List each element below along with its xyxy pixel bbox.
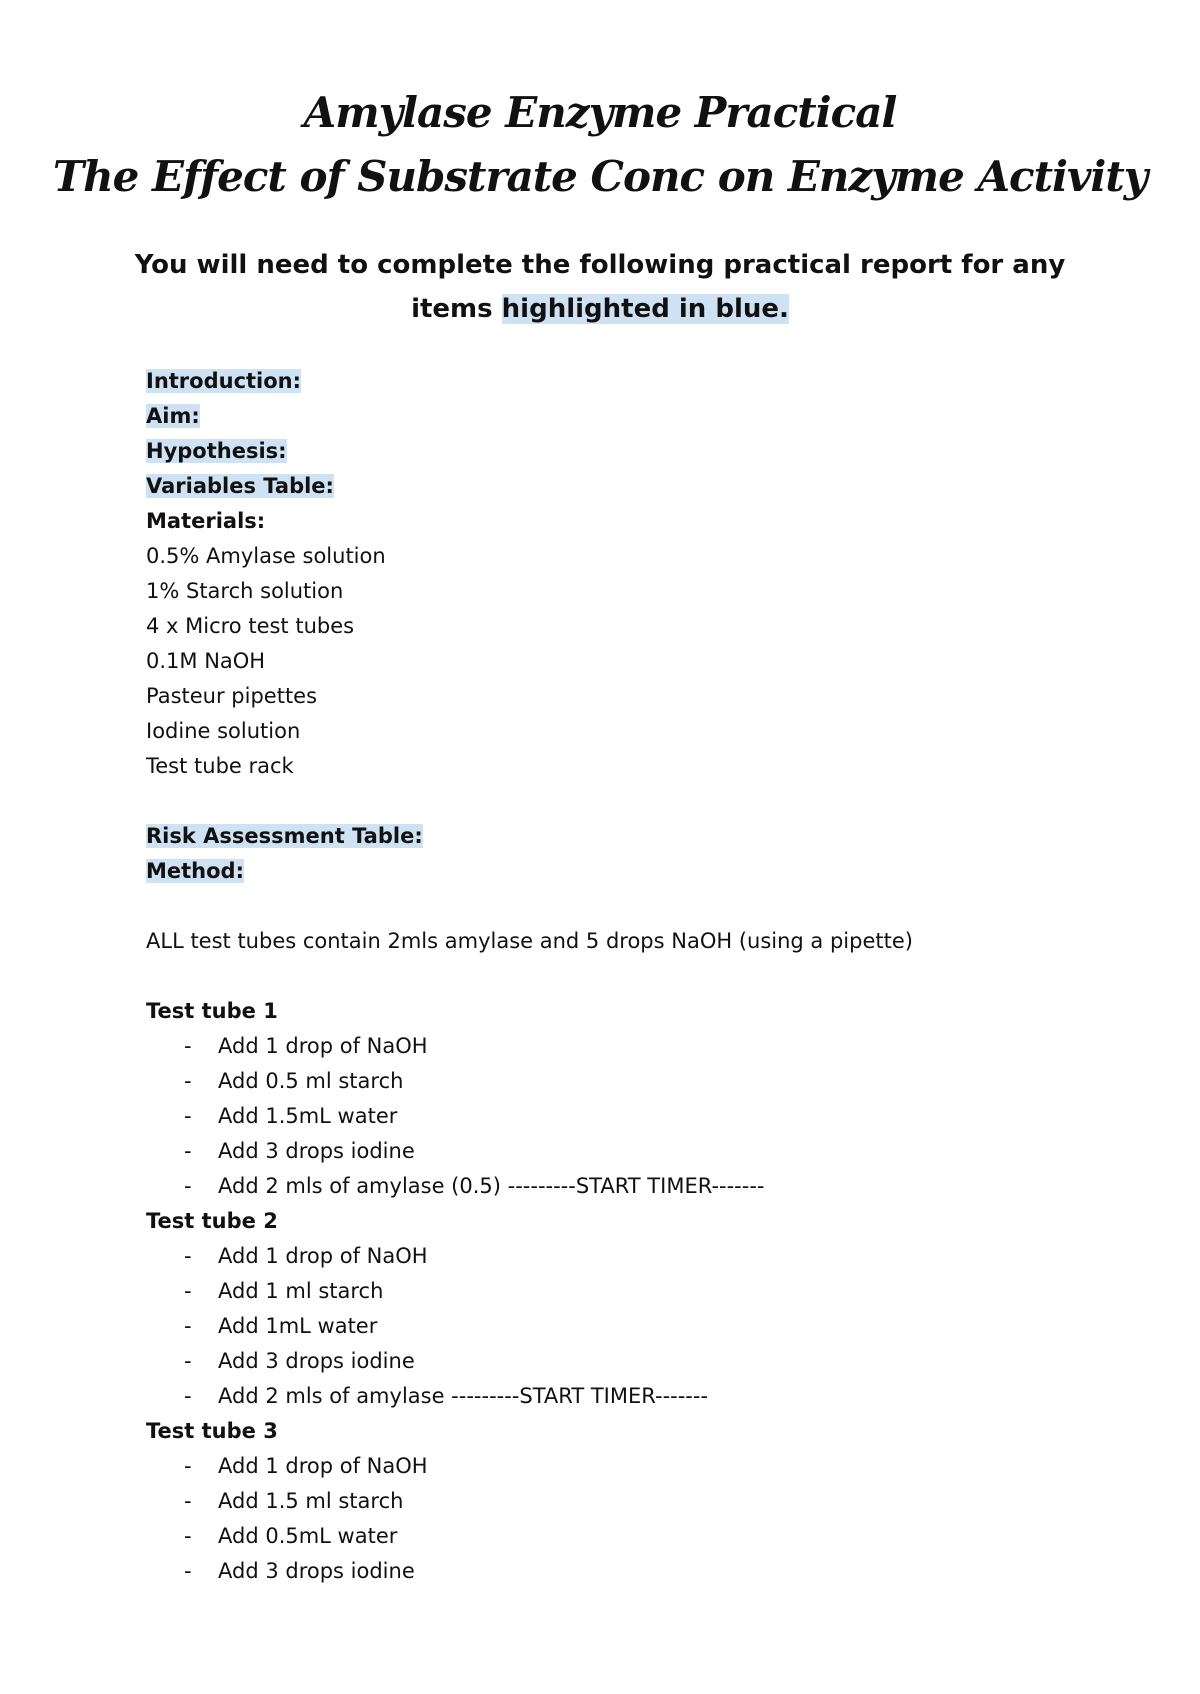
material-item: 1% Starch solution: [146, 579, 344, 603]
test-tube-2-heading: Test tube 2: [146, 1209, 278, 1233]
bullet-dash: -: [184, 1524, 192, 1548]
test-tube-3-step: Add 3 drops iodine: [218, 1559, 415, 1583]
test-tube-3-step: Add 0.5mL water: [218, 1524, 398, 1548]
section-materials: Materials:: [146, 509, 266, 533]
bullet-dash: -: [184, 1559, 192, 1583]
material-item: Iodine solution: [146, 719, 301, 743]
section-method: [146, 856, 244, 886]
instructions-text: items: [411, 294, 502, 324]
material-item: Test tube rack: [146, 754, 294, 778]
test-tube-2-step: Add 2 mls of amylase ---------START TIMER-------: [218, 1384, 709, 1408]
bullet-dash: -: [184, 1489, 192, 1513]
bullet-dash: -: [184, 1069, 192, 1093]
material-item: 4 x Micro test tubes: [146, 614, 355, 638]
section-aim-label: Aim:: [146, 404, 200, 428]
document-title: Amylase Enzyme Practical: [303, 88, 897, 137]
section-risk-assessment: [146, 821, 423, 851]
bullet-dash: -: [184, 1034, 192, 1058]
bullet-dash: -: [184, 1279, 192, 1303]
bullet-dash: -: [184, 1174, 192, 1198]
section-variables-table-label: Variables Table:: [146, 474, 334, 498]
material-item: 0.1M NaOH: [146, 649, 266, 673]
bullet-dash: -: [184, 1314, 192, 1338]
bullet-dash: -: [184, 1139, 192, 1163]
bullet-dash: -: [184, 1104, 192, 1128]
test-tube-2-step: Add 3 drops iodine: [218, 1349, 415, 1373]
test-tube-1-heading: Test tube 1: [146, 999, 278, 1023]
bullet-dash: -: [184, 1384, 192, 1408]
section-introduction-label: Introduction:: [146, 369, 302, 393]
bullet-dash: -: [184, 1244, 192, 1268]
instructions-line-2: [0, 294, 1200, 324]
section-variables-table: [146, 471, 334, 501]
test-tube-2-step: Add 1 drop of NaOH: [218, 1244, 428, 1268]
bullet-dash: -: [184, 1349, 192, 1373]
test-tube-3-heading: Test tube 3: [146, 1419, 278, 1443]
instructions-line-1: You will need to complete the following practical report for any: [134, 250, 1066, 280]
bullet-dash: -: [184, 1454, 192, 1478]
method-intro: ALL test tubes contain 2mls amylase and 5 drops NaOH (using a pipette): [146, 929, 913, 953]
section-introduction: [146, 366, 301, 396]
section-hypothesis: [146, 436, 287, 466]
test-tube-1-step: Add 1.5mL water: [218, 1104, 398, 1128]
test-tube-2-step: Add 1mL water: [218, 1314, 378, 1338]
material-item: Pasteur pipettes: [146, 684, 318, 708]
material-item: 0.5% Amylase solution: [146, 544, 386, 568]
section-method-label: Method:: [146, 859, 244, 883]
test-tube-3-step: Add 1.5 ml starch: [218, 1489, 404, 1513]
document-subtitle: The Effect of Substrate Conc on Enzyme Activity: [52, 152, 1148, 201]
test-tube-1-step: Add 2 mls of amylase (0.5) ---------START TIMER-------: [218, 1174, 765, 1198]
test-tube-2-step: Add 1 ml starch: [218, 1279, 384, 1303]
section-risk-assessment-label: Risk Assessment Table:: [146, 824, 423, 848]
test-tube-3-step: Add 1 drop of NaOH: [218, 1454, 428, 1478]
instructions-highlight: highlighted in blue.: [501, 294, 789, 324]
test-tube-1-step: Add 1 drop of NaOH: [218, 1034, 428, 1058]
test-tube-1-step: Add 0.5 ml starch: [218, 1069, 404, 1093]
test-tube-1-step: Add 3 drops iodine: [218, 1139, 415, 1163]
section-aim: [146, 401, 200, 431]
section-hypothesis-label: Hypothesis:: [146, 439, 287, 463]
